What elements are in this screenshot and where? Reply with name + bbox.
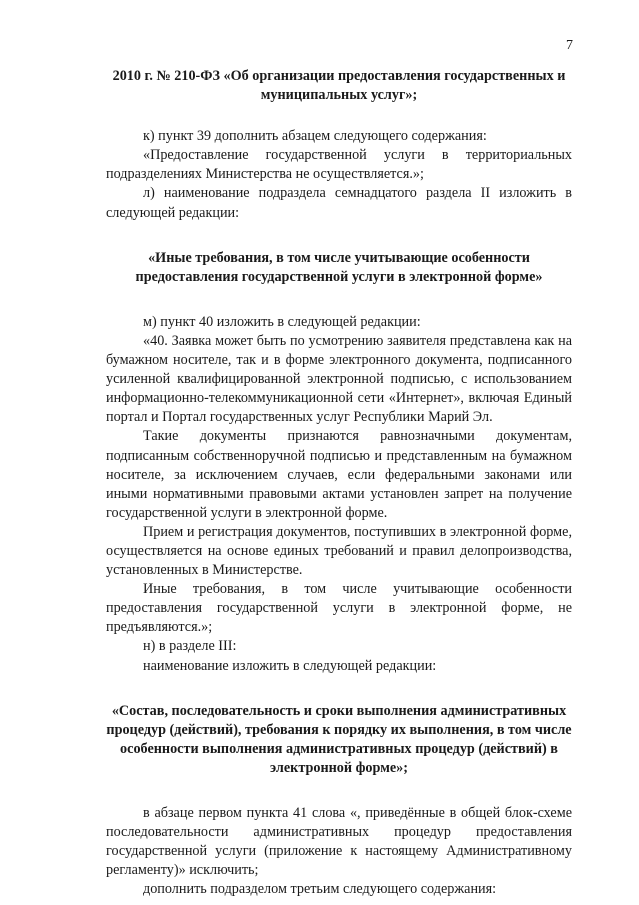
subsection-title-other-requirements: «Иные требования, в том числе учитывающие особенности предоставления государственной услуги в электронной форме» — [135, 249, 543, 285]
paragraph-add-subsection: дополнить подразделом третьим следующего содержания: — [143, 881, 497, 898]
paragraph-other-requirements: Иные требования, в том числе учитывающие особенности предоставления государственной услуги в электронной форме, не предъявляются.»; — [106, 581, 572, 636]
paragraph-territorial: «Предоставление государственной услуги в территориальных подразделениях Министерства не осуществляется.»; — [106, 147, 572, 183]
paragraph-k: к) пункт 39 дополнить абзацем следующего содержания: — [143, 128, 487, 145]
paragraph-equivalence: Такие документы признаются равнозначными документам, подписанным собственноручной подписью и представленным на бумажном носителе, за исключением случаев, если федеральными законами или иными нормативными правовыми актами установлен запрет на получение государственной услуги в электронной форме. — [106, 428, 572, 521]
paragraph-m: м) пункт 40 изложить в следующей редакции: — [143, 313, 421, 330]
law-reference-heading: 2010 г. № 210-ФЗ «Об организации предоставления государственных и муниципальных услуг»; — [112, 68, 566, 104]
section-title-procedures: «Состав, последовательность и сроки выполнения административных процедур (действий), требования к порядку их выполнения, в том числе особенности выполнения административных процедур (действий) в электронной форме»; — [106, 702, 572, 776]
paragraph-n: н) в разделе III: — [143, 638, 237, 655]
paragraph-41: в абзаце первом пункта 41 слова «, приведённые в общей блок-схеме последовательности административных процедур предоставления государственной услуги (приложение к настоящему Административному регламенту)» исключить; — [106, 805, 572, 879]
paragraph-name-statement: наименование изложить в следующей редакции: — [143, 657, 437, 674]
paragraph-l: л) наименование подраздела семнадцатого раздела II изложить в следующей редакции: — [106, 185, 572, 221]
document-body — [106, 67, 572, 899]
page-number: 7 — [566, 38, 573, 53]
paragraph-registration: Прием и регистрация документов, поступивших в электронной форме, осуществляется на основе единых требований и правил делопроизводства, установленных в Министерстве. — [106, 523, 572, 579]
paragraph-40: «40. Заявка может быть по усмотрению заявителя представлена как на бумажном носителе, так и в форме электронного документа, подписанного усиленной квалифицированной электронной подписью, с использованием информационно-телекоммуникационной сети «Интернет», включая Единый портал и Портал государственных услуг Республики Марий Эл. — [106, 332, 572, 426]
